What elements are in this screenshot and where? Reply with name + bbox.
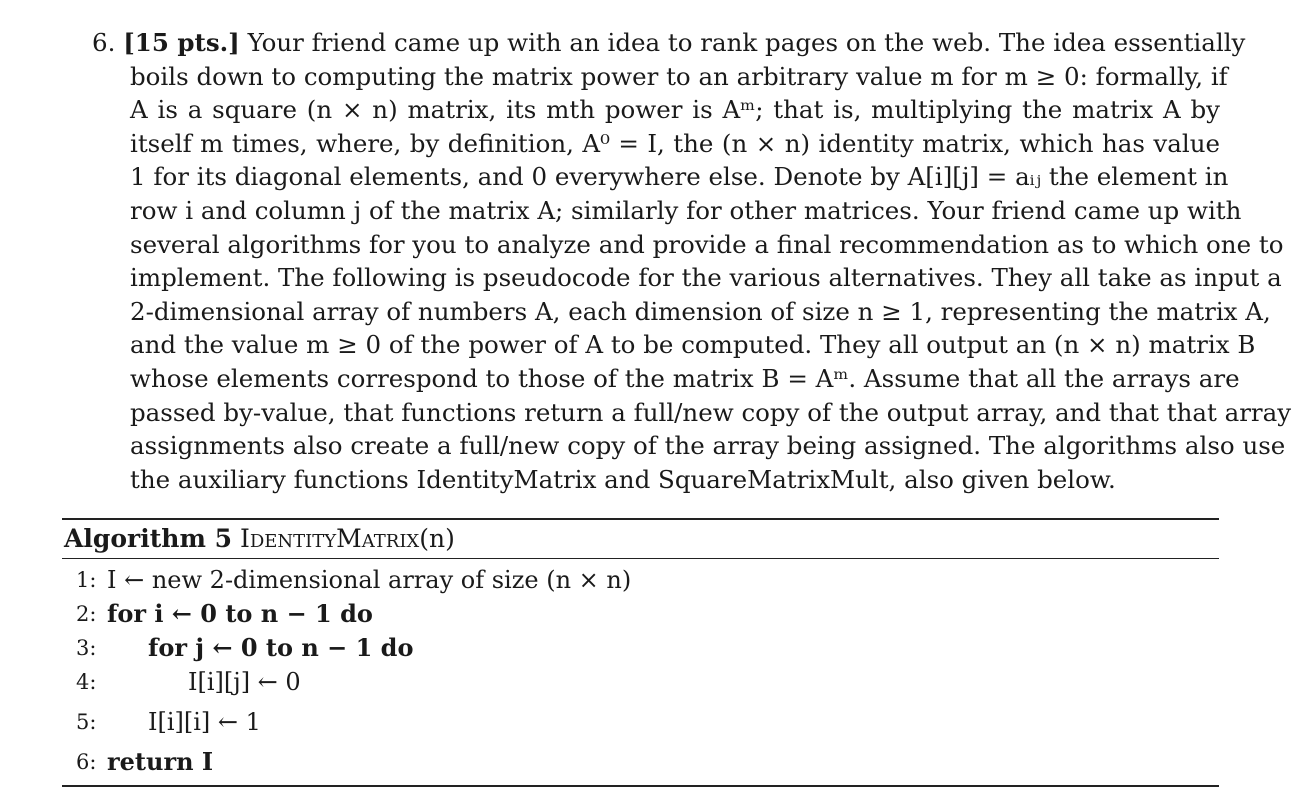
- problem-line-7: several algorithms for you to analyze and provide a final recommendation as to which one to: [130, 229, 1284, 259]
- algorithm-name: IdentityMatrix: [239, 524, 420, 553]
- algorithm-line-5: [62, 705, 1219, 739]
- code-text: return I: [107, 747, 214, 776]
- code-text: I[i][j] ← 0: [188, 668, 301, 696]
- code-text: I ← new 2-dimensional array of size (n × n): [107, 566, 632, 594]
- problem-line-4: itself m times, where, by definition, A⁰ = I, the (n × n) identity matrix, which has value: [130, 128, 1220, 158]
- code-text: for i ← 0 to n − 1 do: [107, 599, 373, 628]
- problem-line-11: whose elements correspond to those of the matrix B = Aᵐ. Assume that all the arrays are: [130, 363, 1240, 393]
- line-number: 5:: [76, 710, 97, 734]
- problem-line-3: A is a square (n × n) matrix, its mth power is Aᵐ; that is, multiplying the matrix A by: [130, 95, 1220, 125]
- problem-line-2: boils down to computing the matrix power to an arbitrary value m for m ≥ 0: formally, if: [130, 61, 1228, 91]
- algorithm-line-2: [62, 597, 1219, 631]
- algorithm-caption: [62, 520, 1219, 558]
- algorithm-args: (n): [419, 524, 455, 553]
- line-number: 4:: [76, 670, 97, 694]
- problem-line-12: passed by-value, that functions return a full/new copy of the output array, and that that array: [130, 397, 1292, 427]
- problem-statement: [92, 26, 1292, 496]
- line-number: 6:: [76, 750, 97, 774]
- code-text: for j ← 0 to n − 1 do: [148, 633, 414, 662]
- problem-line-10: and the value m ≥ 0 of the power of A to be computed. They all output an (n × n) matrix B: [130, 330, 1256, 360]
- line-number: 1:: [76, 568, 97, 592]
- problem-line-1-text: Your friend came up with an idea to rank pages on the web. The idea essentially: [247, 28, 1246, 57]
- algorithm-line-1: [62, 563, 1219, 597]
- algorithm-line-4: [62, 665, 1219, 699]
- line-number: 3:: [76, 636, 97, 660]
- problem-line-6: row i and column j of the matrix A; similarly for other matrices. Your friend came up with: [130, 195, 1242, 225]
- problem-line-1: [92, 26, 1246, 60]
- algorithm-line-6: [62, 745, 1219, 779]
- line-number: 2:: [76, 602, 97, 626]
- algorithm-line-3: [62, 631, 1219, 665]
- code-text: I[i][i] ← 1: [148, 708, 261, 736]
- problem-line-13: assignments also create a full/new copy of the array being assigned. The algorithms also use: [130, 431, 1286, 461]
- problem-points: [15 pts.]: [123, 28, 240, 57]
- problem-line-9: 2-dimensional array of numbers A, each dimension of size n ≥ 1, representing the matrix A,: [130, 296, 1271, 326]
- algorithm-bottom-rule: [62, 785, 1219, 787]
- problem-line-8: implement. The following is pseudocode for the various alternatives. They all take as input a: [130, 263, 1282, 293]
- problem-number: 6.: [92, 28, 116, 57]
- algorithm-block: [62, 518, 1219, 787]
- problem-line-14: the auxiliary functions IdentityMatrix and SquareMatrixMult, also given below.: [130, 464, 1116, 494]
- algorithm-label: Algorithm 5: [64, 524, 232, 553]
- problem-line-5: 1 for its diagonal elements, and 0 everywhere else. Denote by A[i][j] = aᵢⱼ the element in: [130, 162, 1229, 192]
